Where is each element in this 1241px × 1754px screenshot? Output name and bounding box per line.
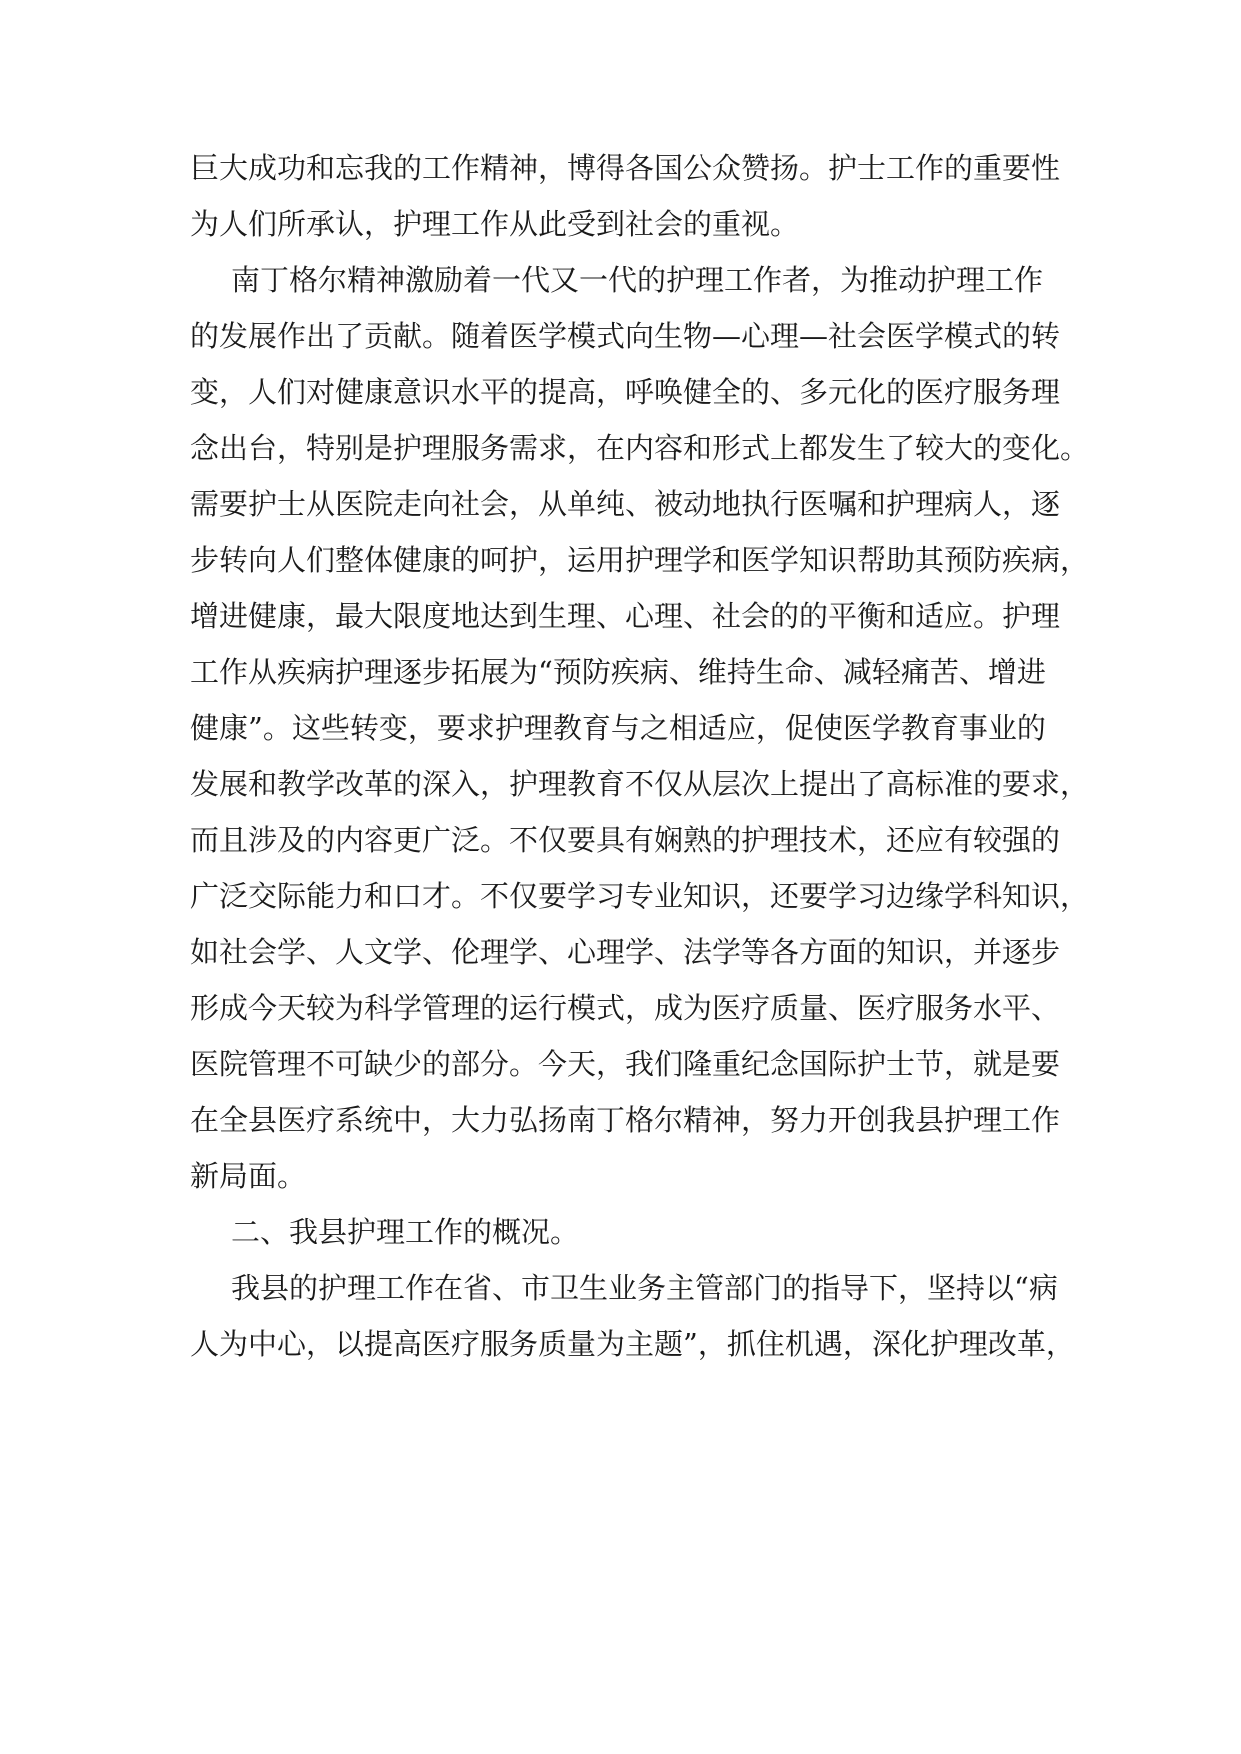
section-heading: 二、我县护理工作的概况。 xyxy=(231,1215,580,1249)
body-text-line: 需要护士从医院走向社会，从单纯、被动地执行医嘱和护理病人，逐 xyxy=(190,487,1061,521)
body-text-line: 发展和教学改革的深入，护理教育不仅从层次上提出了高标准的要求， xyxy=(190,767,1090,801)
body-text-line: 健康”。这些转变，要求护理教育与之相适应，促使医学教育事业的 xyxy=(190,711,1046,745)
paragraph-start-line: 南丁格尔精神激励着一代又一代的护理工作者，为推动护理工作 xyxy=(231,263,1044,297)
body-text-line: 增进健康，最大限度地达到生理、心理、社会的的平衡和适应。护理 xyxy=(190,599,1061,633)
paragraph-start-line: 我县的护理工作在省、市卫生业务主管部门的指导下，坚持以“病 xyxy=(231,1271,1058,1305)
body-text-line: 的发展作出了贡献。随着医学模式向生物—心理—社会医学模式的转 xyxy=(190,319,1061,353)
body-text-line: 变，人们对健康意识水平的提高，呼唤健全的、多元化的医疗服务理 xyxy=(190,375,1061,409)
body-text-line: 步转向人们整体健康的呵护，运用护理学和医学知识帮助其预防疾病， xyxy=(190,543,1090,577)
body-text-line: 为人们所承认，护理工作从此受到社会的重视。 xyxy=(190,207,800,241)
body-text-line: 在全县医疗系统中，大力弘扬南丁格尔精神，努力开创我县护理工作 xyxy=(190,1103,1061,1137)
body-text-line: 医院管理不可缺少的部分。今天，我们隆重纪念国际护士节，就是要 xyxy=(190,1047,1061,1081)
body-text-line: 如社会学、人文学、伦理学、心理学、法学等各方面的知识，并逐步 xyxy=(190,935,1061,969)
body-text-line: 工作从疾病护理逐步拓展为“预防疾病、维持生命、减轻痛苦、增进 xyxy=(190,655,1046,689)
body-text-line: 念出台，特别是护理服务需求，在内容和形式上都发生了较大的变化。 xyxy=(190,431,1090,465)
body-text-line: 巨大成功和忘我的工作精神，博得各国公众赞扬。护士工作的重要性 xyxy=(190,151,1061,185)
body-text-line: 广泛交际能力和口才。不仅要学习专业知识，还要学习边缘学科知识， xyxy=(190,879,1090,913)
body-text-line: 而且涉及的内容更广泛。不仅要具有娴熟的护理技术，还应有较强的 xyxy=(190,823,1061,857)
body-text-line: 新局面。 xyxy=(190,1159,307,1193)
body-text-line: 人为中心，以提高医疗服务质量为主题”，抓住机遇，深化护理改革， xyxy=(190,1327,1075,1361)
body-text-line: 形成今天较为科学管理的运行模式，成为医疗质量、医疗服务水平、 xyxy=(190,991,1061,1025)
